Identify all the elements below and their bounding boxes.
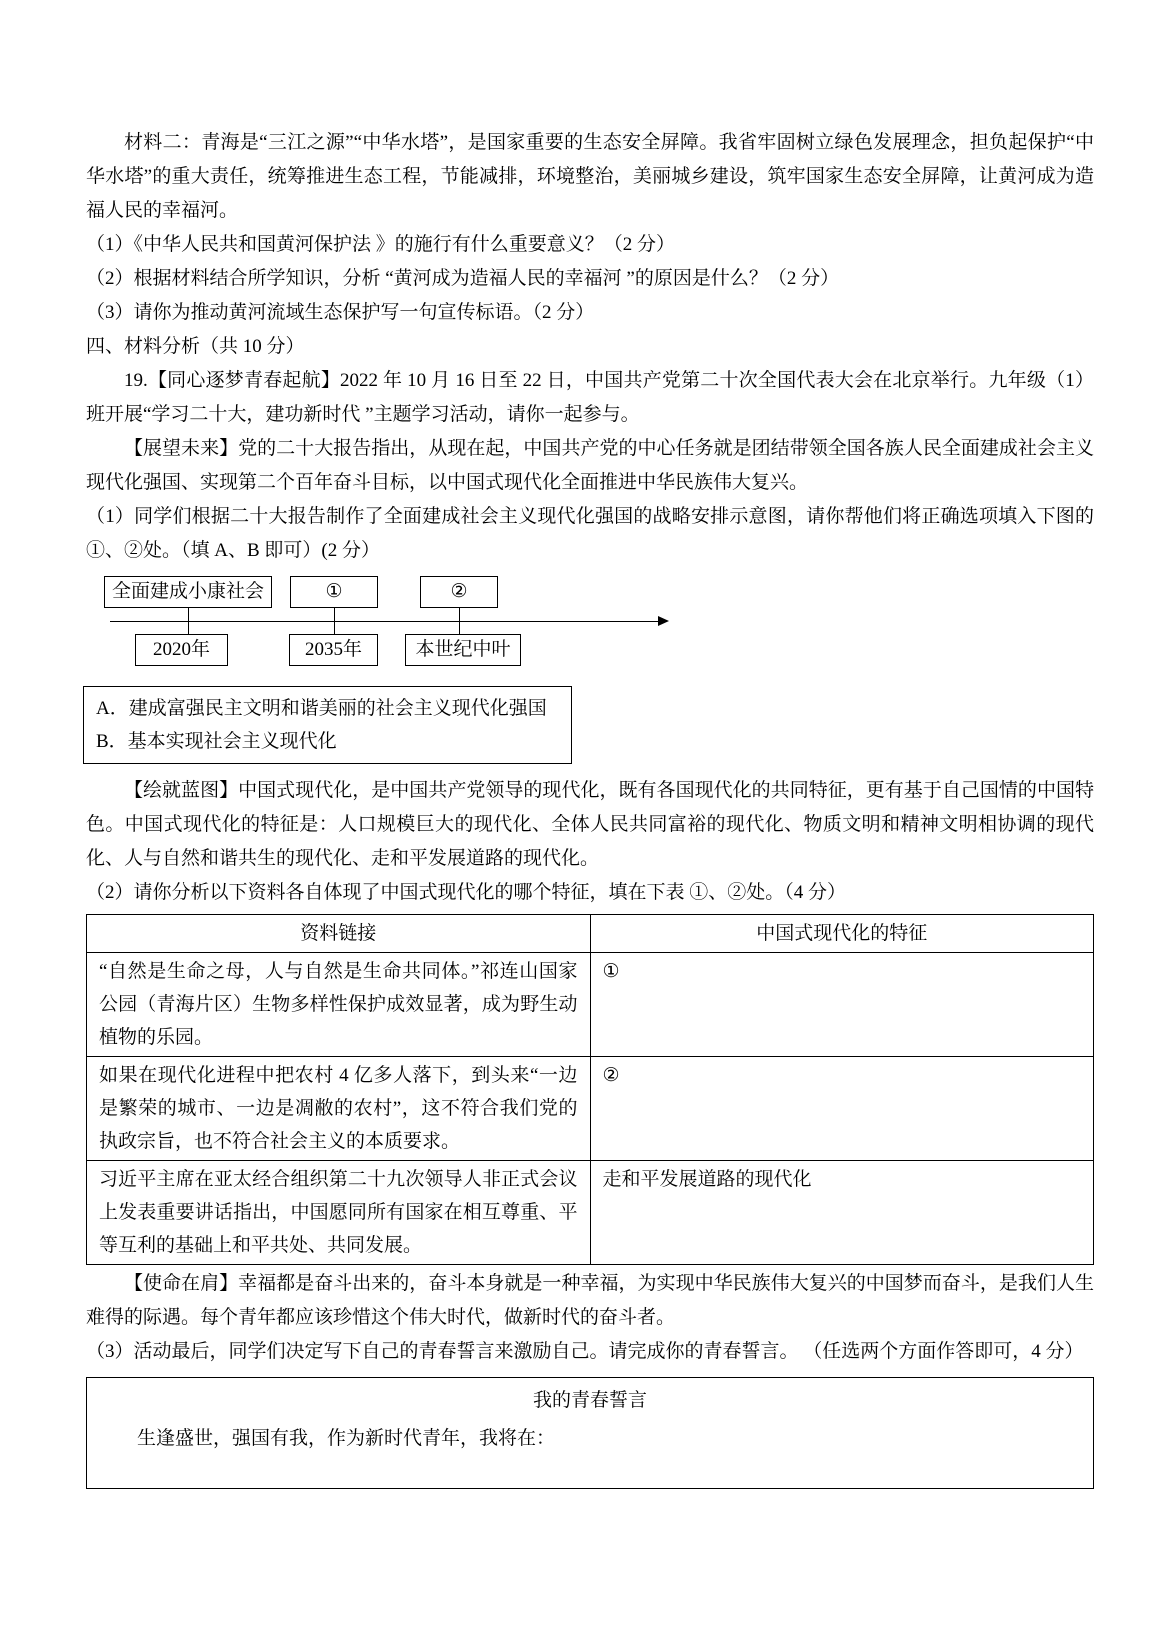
year-box-midcentury: 本世纪中叶 [405, 634, 521, 666]
question-17-2: （2）根据材料结合所学知识，分析 “黄河成为造福人民的幸福河 ”的原因是什么？（2 分） [86, 268, 840, 289]
table-header-row [87, 915, 1094, 953]
option-b: B．基本实现社会主义现代化 [96, 731, 337, 752]
options-box [83, 686, 572, 764]
timeline-axis-line [110, 621, 662, 622]
year-box-2035: 2035年 [289, 634, 378, 666]
question-19-1: （1）同学们根据二十大报告制作了全面建成社会主义现代化强国的战略安排示意图，请你帮他们将正确选项填入下图的①、②处。（填 A、B 即可）(2 分） [86, 506, 1094, 561]
option-a: A．建成富强民主文明和谐美丽的社会主义现代化强国 [96, 698, 547, 719]
section-four-heading: 四、材料分析（共 10 分） [86, 336, 305, 357]
stage-box-blank-2: ② [420, 576, 498, 608]
pledge-body: 生逢盛世，强国有我，作为新时代青年，我将在： [137, 1428, 556, 1449]
pledge-box [86, 1377, 1094, 1489]
table-row [87, 1161, 1094, 1265]
mission-paragraph: 【使命在肩】幸福都是奋斗出来的，奋斗本身就是一种幸福，为实现中华民族伟大复兴的中国梦而奋斗，是我们人生难得的际遇。每个青年都应该珍惜这个伟大时代，做新时代的奋斗者。 [86, 1273, 1094, 1328]
question-17-3: （3）请你为推动黄河流域生态保护写一句宣传标语。（2 分） [86, 302, 595, 323]
table-header-source: 资料链接 [87, 915, 591, 953]
feature-cell-blank-1: ① [590, 953, 1094, 1057]
pledge-title: 我的青春誓言 [532, 1390, 647, 1411]
source-cell: “自然是生命之母，人与自然是生命共同体。”祁连山国家公园（青海片区）生物多样性保护成效显著，成为野生动植物的乐园。 [87, 953, 591, 1057]
features-table [86, 914, 1094, 1265]
source-cell: 习近平主席在亚太经合组织第二十九次领导人非正式会议上发表重要讲话指出，中国愿同所有国家在相互尊重、平等互利的基础上和平共处、共同发展。 [87, 1161, 591, 1265]
question-17-1: （1）《中华人民共和国黄河保护法 》的施行有什么重要意义？（2 分） [86, 234, 676, 255]
timeline-arrowhead-icon [658, 616, 669, 626]
table-header-feature: 中国式现代化的特征 [590, 915, 1094, 953]
strategy-timeline-diagram [86, 576, 1094, 678]
feature-cell-blank-2: ② [590, 1057, 1094, 1161]
question-19-2: （2）请你分析以下资料各自体现了中国式现代化的哪个特征，填在下表 ①、②处。（4 分） [86, 882, 847, 903]
stage-box-blank-1: ① [290, 576, 378, 608]
year-box-2020: 2020年 [135, 634, 228, 666]
feature-cell-peace: 走和平发展道路的现代化 [590, 1161, 1094, 1265]
blueprint-paragraph: 【绘就蓝图】中国式现代化，是中国共产党领导的现代化，既有各国现代化的共同特征，更有基于自己国情的中国特色。中国式现代化的特征是：人口规模巨大的现代化、全体人民共同富裕的现代化、物质文明和精神文明相协调的现代化、人与自然和谐共生的现代化、走和平发展道路的现代化。 [86, 780, 1094, 869]
outlook-paragraph: 【展望未来】党的二十大报告指出，从现在起，中国共产党的中心任务就是团结带领全国各族人民全面建成社会主义现代化强国、实现第二个百年奋斗目标，以中国式现代化全面推进中华民族伟大复兴。 [86, 438, 1094, 493]
table-row [87, 953, 1094, 1057]
source-cell: 如果在现代化进程中把农村 4 亿多人落下，到头来“一边是繁荣的城市、一边是凋敝的农村”，这不符合我们党的执政宗旨，也不符合社会主义的本质要求。 [87, 1057, 591, 1161]
question-19-3: （3）活动最后，同学们决定写下自己的青春誓言来激励自己。请完成你的青春誓言。 （任选两个方面作答即可，4 分） [86, 1341, 1084, 1362]
stage-box-xiaokang: 全面建成小康社会 [104, 576, 272, 608]
material-two-paragraph: 材料二：青海是“三江之源”“中华水塔”，是国家重要的生态安全屏障。我省牢固树立绿色发展理念，担负起保护“中华水塔”的重大责任，统筹推进生态工程，节能减排，环境整治，美丽城乡建设，筑牢国家生态安全屏障，让黄河成为造福人民的幸福河。 [86, 132, 1094, 221]
question-19-intro: 19.【同心逐梦青春起航】2022 年 10 月 16 日至 22 日，中国共产党第二十次全国代表大会在北京举行。九年级（1）班开展“学习二十大，建功新时代 ”主题学习活动，请你一起参与。 [86, 370, 1094, 425]
table-row [87, 1057, 1094, 1161]
